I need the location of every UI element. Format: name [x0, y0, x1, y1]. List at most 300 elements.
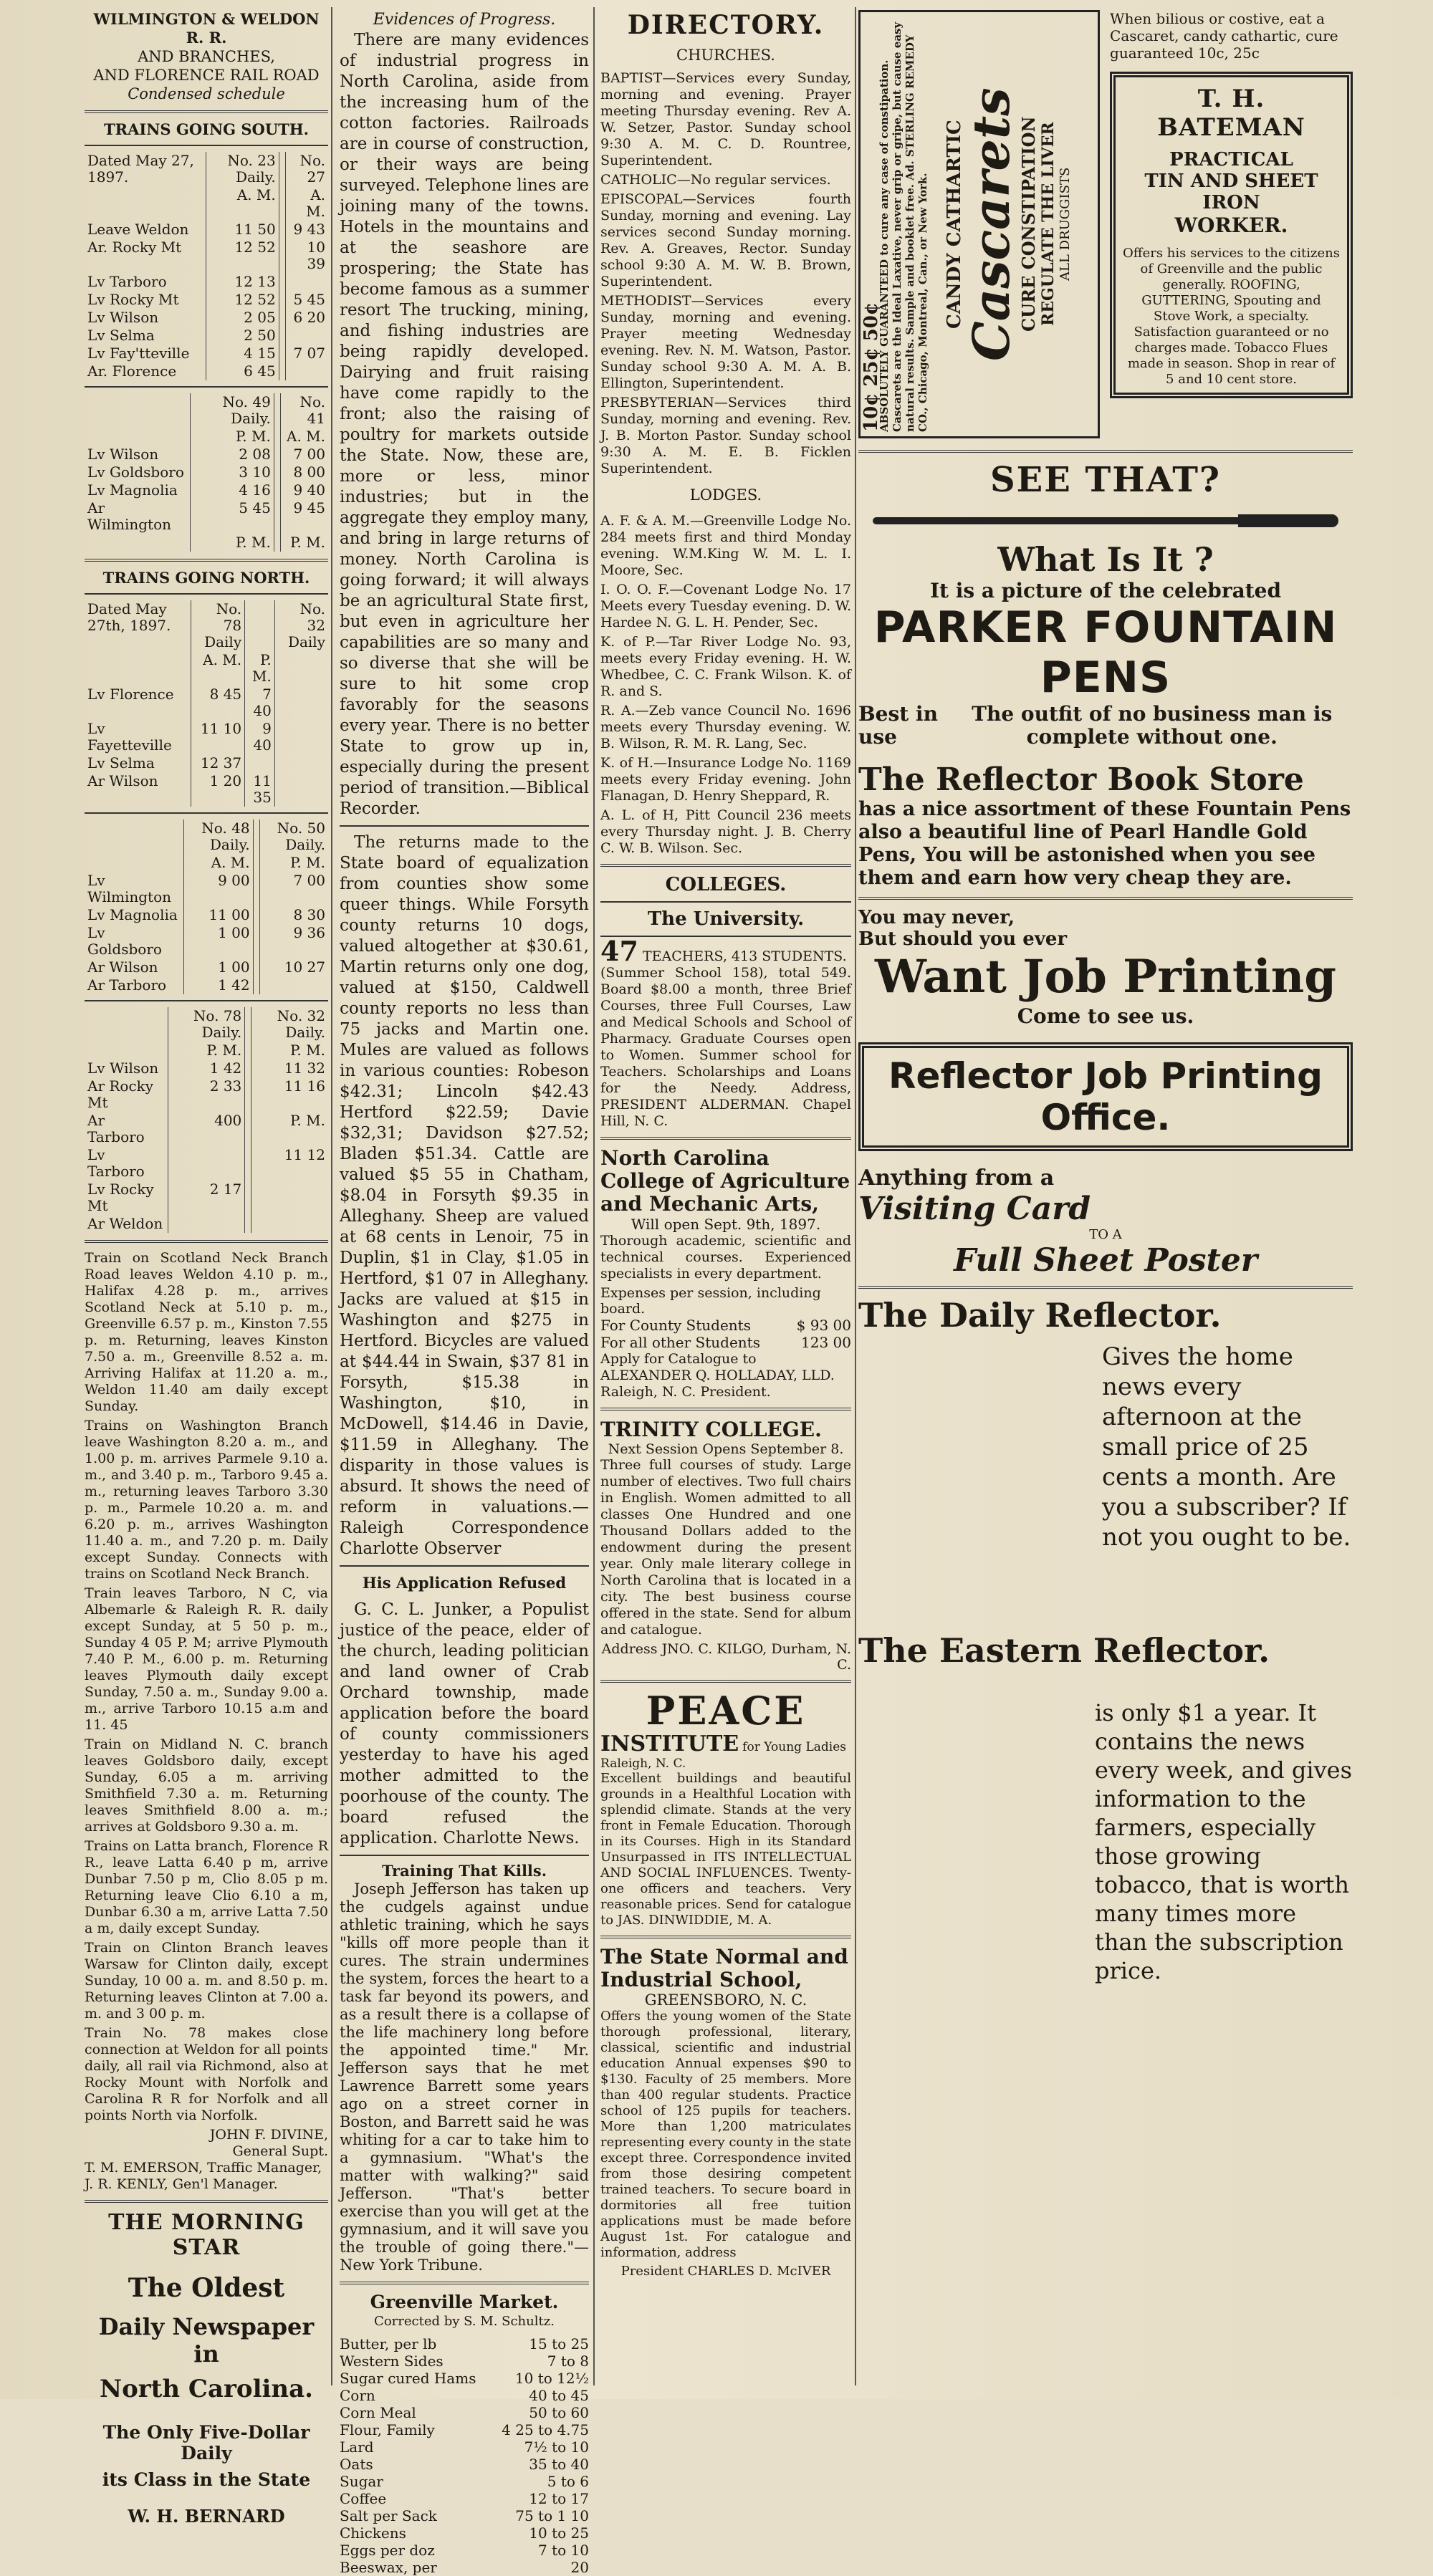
timetable-row — [85, 499, 328, 534]
fee-value: $ 93 00 — [796, 1317, 851, 1334]
time-cell: 1 42 — [168, 1059, 245, 1077]
timetable-row — [85, 362, 328, 380]
fountain-pen-icon — [873, 506, 1338, 534]
station-cell: Ar Wilson — [87, 772, 158, 789]
time-cell — [245, 1077, 251, 1112]
time-cell: A. M. — [285, 186, 328, 221]
divider — [340, 1855, 589, 1856]
divider — [340, 825, 589, 827]
timetable-row — [85, 1059, 328, 1077]
nc-body: Thorough academic, scientific and technical courses. Experienced specialists in every department. — [600, 1233, 851, 1282]
see-that-heading: SEE THAT? — [989, 460, 1222, 500]
market-title: Greenville Market. — [370, 2292, 559, 2312]
market-price: 7½ to 10 — [524, 2438, 589, 2456]
lodges-heading: LODGES. — [689, 486, 762, 504]
time-cell: No. 50 Daily. — [259, 820, 328, 854]
timetable-row — [85, 309, 328, 327]
note: Train on Midland N. C. branch leaves Goldsboro daily, except Sunday, 6.05 a m. arriving Smithfield 7.30 a. m. Returning leaves Smithfield 8.00 a. m.; arrives at Goldsboro 9.30 a. m. — [85, 1736, 328, 1835]
time-cell — [279, 309, 285, 327]
teachers-count: 47 — [600, 935, 638, 967]
time-cell — [274, 499, 280, 534]
timetable-row — [85, 720, 328, 754]
timetable-row — [85, 976, 328, 994]
to-a: TO A — [1089, 1227, 1122, 1242]
top-ads — [858, 10, 1353, 438]
cascarets-guarantee-text: ABSOLUTELY GUARANTEED to cure any case of constipation. Cascarets are the Ideal Laxative, never grip or gripe, but cause easy natural results. Sample and booklet free. Ad. STERLING REMEDY CO., Chicago, Montreal, Can., or New York. — [878, 21, 929, 432]
time-cell: 9 40 — [245, 720, 275, 754]
column-rule — [855, 7, 856, 2385]
fee-label: For County Students — [600, 1317, 751, 1334]
market-subtitle: Corrected by S. M. Schultz. — [374, 2314, 555, 2329]
timetable-row — [85, 754, 328, 772]
time-cell: 11 10 — [191, 720, 244, 754]
divider — [85, 559, 328, 562]
bateman-ad — [1110, 72, 1353, 398]
time-cell: 12 52 — [206, 291, 279, 309]
trinity-title: TRINITY COLLEGE. — [600, 1418, 822, 1441]
timetable-row — [85, 1181, 328, 1215]
time-cell: 7 00 — [259, 872, 328, 906]
divider — [85, 110, 328, 113]
note: Train No. 78 makes close connection at Weldon for all points daily, all rail via Richmond, also at Rocky Mount with Norfolk and Carolina R R for Norfolk and all points North via Norfolk. — [85, 2025, 328, 2123]
time-cell: 2 05 — [206, 309, 279, 327]
ad-line: Daily Newspaper in — [98, 2313, 315, 2368]
rr-sub: Condensed schedule — [128, 85, 285, 102]
market-row — [340, 2542, 589, 2559]
lodge-entry: I. O. O. F.—Covenant Lodge No. 17 Meets every Tuesday evening. D. W. Hardee N. G. L. H. Pender, Sec. — [600, 582, 851, 630]
right-top — [1110, 10, 1353, 438]
timetable-row — [85, 152, 328, 186]
divider — [858, 450, 1353, 453]
bateman-line: WORKER. — [1174, 213, 1288, 237]
station-cell: Lv Wilmington — [87, 872, 172, 905]
station-cell: Lv Wilson — [87, 1059, 159, 1077]
time-cell — [279, 152, 285, 186]
divider — [85, 1000, 328, 1001]
timetable-north-2 — [85, 820, 328, 994]
peace-title: PEACE — [646, 1688, 806, 1734]
divider — [85, 812, 328, 814]
full-sheet-poster: Full Sheet Poster — [953, 1242, 1258, 1279]
time-cell — [274, 720, 328, 754]
ad-line: The Oldest — [128, 2273, 285, 2303]
time-cell — [168, 1146, 245, 1181]
market-item: Flour, Family — [340, 2421, 435, 2438]
university-ad — [600, 935, 851, 1130]
time-cell: P. M. — [280, 534, 328, 552]
station-cell: Lv Magnolia — [87, 906, 178, 923]
time-cell: 1 00 — [184, 958, 253, 976]
timetable-row — [85, 872, 328, 906]
market-price: 12 to 17 — [529, 2490, 589, 2507]
ad-line: North Carolina. — [99, 2375, 314, 2403]
lodge-entry: A. F. & A. M.—Greenville Lodge No. 284 meets first and third Monday evening. W.M.King W. M. L. I. Moore, Sec. — [600, 513, 851, 578]
time-cell — [279, 327, 285, 345]
market-price: 7 to 10 — [538, 2542, 589, 2559]
timetable-row — [85, 428, 328, 446]
market-row — [340, 2370, 589, 2387]
nc-college-title: North Carolina College of Agriculture and Mechanic Arts, — [600, 1146, 850, 1216]
timetable-row — [85, 906, 328, 924]
time-cell: 11 12 — [251, 1146, 328, 1181]
timetable-row — [85, 221, 328, 239]
timetable-north-3 — [85, 1007, 328, 1233]
time-cell: No. 78 Daily — [191, 600, 244, 651]
divider — [600, 864, 851, 867]
peace-ad — [600, 1731, 851, 1928]
morning-star-title: THE MORNING STAR — [108, 2210, 305, 2260]
time-cell: 7 40 — [245, 686, 275, 720]
trinity-open: Next Session Opens September 8. — [608, 1441, 844, 1457]
time-cell — [279, 291, 285, 309]
nc-fee-row — [600, 1334, 851, 1351]
nc-open: Will open Sept. 9th, 1897. — [631, 1216, 821, 1233]
eastern-reflector-body: is only $1 a year. It contains the news every week, and gives information to the farmers, especially those growing tobacco, that is worth many times more than the subscription price. — [1095, 1699, 1352, 1984]
time-cell: 5 45 — [190, 499, 274, 534]
time-cell: 1 20 — [191, 772, 244, 807]
book-store-title: The Reflector Book Store — [858, 761, 1304, 798]
time-cell: 7 07 — [285, 345, 328, 362]
time-cell: 1 00 — [184, 924, 253, 958]
time-cell: No. 27 — [285, 152, 328, 186]
bateman-name: T. H. BATEMAN — [1157, 85, 1305, 142]
time-cell: No. 41 — [280, 393, 328, 428]
market-price: 5 to 6 — [547, 2473, 589, 2490]
bateman-line: TIN AND SHEET IRON — [1144, 170, 1318, 213]
directory-title: DIRECTORY. — [627, 10, 825, 40]
ad-line: The Only Five-Dollar Daily — [102, 2422, 310, 2464]
rr-sub: AND FLORENCE RAIL ROAD — [93, 67, 320, 84]
column-rule — [331, 7, 332, 2385]
morning-star-ad — [85, 2210, 328, 2527]
time-cell: 9 45 — [280, 499, 328, 534]
parker-pens: PARKER FOUNTAIN PENS — [873, 602, 1338, 703]
church-entry: BAPTIST—Services every Sunday, morning and evening. Prayer meeting Thursday evening. Rev A. W. Setzer, Pastor. Sunday school 9:30 A. M. C. D. Rountree, Superintendent. — [600, 70, 851, 168]
market-price: 35 to 40 — [529, 2456, 589, 2473]
time-cell — [253, 854, 259, 872]
picture-of: It is a picture of the celebrated — [929, 579, 1282, 602]
station-cell — [85, 534, 190, 552]
time-cell — [245, 1181, 251, 1215]
timetable-row — [85, 463, 328, 481]
market-row — [340, 2387, 589, 2404]
time-cell — [259, 976, 328, 994]
timetable-row — [85, 1146, 328, 1181]
fee-value: 123 00 — [801, 1334, 851, 1351]
station-cell: Dated May 27, 1897. — [87, 152, 194, 186]
time-cell: 5 45 — [285, 291, 328, 309]
timetable-row — [85, 820, 328, 854]
time-cell: 8 30 — [259, 906, 328, 924]
trains-south-heading: TRAINS GOING SOUTH. — [104, 120, 309, 138]
normal-school-president: President CHARLES D. McIVER — [620, 2264, 831, 2279]
market-price: 7 to 8 — [547, 2352, 589, 2370]
trinity-address: Address JNO. C. KILGO, Durham, N. C. — [601, 1641, 851, 1673]
time-cell — [253, 958, 259, 976]
market-item: Corn Meal — [340, 2404, 416, 2421]
time-cell: A. M. — [280, 428, 328, 446]
time-cell: 10 27 — [259, 958, 328, 976]
time-cell: 1 42 — [184, 976, 253, 994]
time-cell: A. M. — [184, 854, 253, 872]
train-notes — [85, 1250, 328, 2193]
time-cell: 9 36 — [259, 924, 328, 958]
timetable-row — [85, 1112, 328, 1146]
market-row — [340, 2438, 589, 2456]
time-cell: 11 50 — [206, 221, 279, 239]
market-item: Oats — [340, 2456, 373, 2473]
time-cell — [285, 273, 328, 291]
divider — [600, 1936, 851, 1938]
market-row — [340, 2421, 589, 2438]
station-cell: Lv Selma — [87, 754, 155, 772]
churches-heading: CHURCHES. — [676, 47, 775, 64]
time-cell: A. M. — [206, 186, 279, 221]
timetable-row — [85, 854, 328, 872]
station-cell: Lv Fay'tteville — [87, 345, 190, 362]
time-cell — [251, 1181, 328, 1215]
timetable-south-1 — [85, 152, 328, 380]
time-cell: 11 32 — [251, 1059, 328, 1077]
outfit-text: The outfit of no business man is complete without one. — [972, 702, 1333, 749]
station-cell: Ar. Florence — [87, 362, 177, 380]
time-cell: No. 49 Daily. — [190, 393, 274, 428]
time-cell — [253, 976, 259, 994]
fee-label: For all other Students — [600, 1334, 760, 1351]
peace-institute: INSTITUTE — [600, 1731, 739, 1756]
time-cell: P. M. — [259, 854, 328, 872]
divider — [858, 897, 1353, 900]
time-cell: No. 78 Daily. — [168, 1007, 245, 1042]
cascarets-druggists: ALL DRUGGISTS — [1058, 167, 1073, 282]
time-cell: No. 48 Daily. — [184, 820, 253, 854]
time-cell — [245, 1215, 251, 1233]
outfit-row — [858, 703, 1353, 749]
column-ads — [858, 10, 1353, 2388]
market-item: Sugar — [340, 2473, 383, 2490]
station-cell: Ar Wilmington — [87, 499, 172, 533]
time-cell — [285, 362, 328, 380]
market-row — [340, 2559, 589, 2576]
article-body: The returns made to the State board of equalization from counties show some queer things. While Forsyth county returns 10 dogs, valued altogether at $30.61, Martin returns only one dog, valued at $150, Caldwell county reports no less than 75 jacks and Martin one. Mules are valued as follows in various counties: Robeson $42.31; Lincoln $42.43 Hertford $22.59; Davie $32,31; Davidson $27.52; Bladen $51.34. Cattle are valued $5 55 in Chatham, $8.04 in Forsyth $9.35 in Alleghany. Sheep are valued at 68 cents in Lenoir, 75 in Duplin, $1 in Clay, $1.05 in Hertford, $1 07 in Alleghany. Jacks are valued at $15 in Washington and $275 in Hertford. Bicycles are valued at $44.44 in Swain, $37 81 in Forsyth, $15.38 in Washington, $10, in McDowell, $14.46 in Davie, $11.59 in Alleghany. The disparity in those values is absurd. It shows the need of reform in valuations.—Raleigh Correspondence Charlotte Observer — [340, 833, 589, 1558]
station-cell — [85, 820, 184, 854]
university-title: The University. — [647, 908, 805, 930]
time-cell: 6 45 — [206, 362, 279, 380]
market-price: 15 to 25 — [529, 2335, 589, 2352]
railroad-header — [85, 10, 328, 103]
timetable-row — [85, 186, 328, 221]
time-cell — [253, 906, 259, 924]
station-cell: Lv Goldsboro — [87, 924, 162, 958]
timetable-row — [85, 1215, 328, 1233]
lodge-entry: K. of H.—Insurance Lodge No. 1169 meets every Friday evening. John Flanagan, D. Henry Sheppard, R. — [600, 755, 851, 804]
article-headline: Training That Kills. — [381, 1862, 547, 1880]
timetable-row — [85, 600, 328, 651]
time-cell: 3 10 — [190, 463, 274, 481]
station-cell: Ar Rocky Mt — [87, 1077, 154, 1111]
station-cell: Ar Tarboro — [87, 976, 167, 994]
column-rule — [593, 7, 595, 2385]
time-cell: No. 32 Daily. — [251, 1007, 328, 1042]
rr-sub: AND BRANCHES, — [138, 48, 275, 65]
time-cell: 10 39 — [285, 239, 328, 273]
colleges-heading: COLLEGES. — [665, 874, 787, 895]
timetable-row — [85, 481, 328, 499]
market-item: Chickens — [340, 2524, 406, 2542]
signature: JOHN F. DIVINE, — [209, 2127, 328, 2143]
timetable-row — [85, 393, 328, 428]
timetable-row — [85, 686, 328, 720]
note: Train on Scotland Neck Branch Road leaves Weldon 4.10 p. m., Halifax 4.28 p. m., arrives Scotland Neck at 5.10 p. m., Greenville 6.57 p. m., Kinston 7.55 p. m. Returning, leaves Kinston 7.50 a. m., Greenville 8.52 a. m. Arriving Halifax at 11.20 a. m., Weldon 11.40 am daily except Sunday. — [85, 1250, 328, 1414]
article-body: Joseph Jefferson has taken up the cudgels against undue athletic training, which he says "kills off more people than it cures. The strain undermines the system, forces the heart to a task far beyond its powers, and as a result there is a collapse of the life machinery long before the appointed time." Mr. Jefferson says that he met Lawrence Barrett some years ago on a street corner in Boston, and Barrett said he was whiting for a car to take him to a gymnasium. "What's the matter with walking?" said Jefferson. "That's better exercise than you will get at the gymnasium, and it will save you the trouble of going there."—New York Tribune. — [340, 1880, 589, 2274]
time-cell: 11 35 — [245, 772, 275, 807]
time-cell: 8 45 — [191, 686, 244, 720]
station-cell — [85, 1042, 168, 1059]
time-cell — [245, 1112, 251, 1146]
bateman-line: PRACTICAL — [1169, 149, 1293, 170]
daily-reflector-title: The Daily Reflector. — [858, 1296, 1222, 1335]
station-cell: Ar Wilson — [87, 958, 158, 976]
lodge-entry: A. L. of H, Pitt Council 236 meets every Thursday night. J. B. Cherry C. W. B. Wilson. Sec. — [600, 807, 851, 856]
trains-north-heading: TRAINS GOING NORTH. — [102, 569, 310, 587]
station-cell — [85, 428, 190, 446]
university-line: TEACHERS, 413 STUDENTS. — [642, 948, 847, 964]
time-cell — [251, 1215, 328, 1233]
divider — [340, 2282, 589, 2284]
time-cell: 6 20 — [285, 309, 328, 327]
timetable-row — [85, 1077, 328, 1112]
timetable-row — [85, 534, 328, 552]
time-cell — [245, 754, 275, 772]
time-cell — [245, 1042, 251, 1059]
station-cell — [85, 186, 206, 221]
time-cell — [253, 820, 259, 854]
station-cell: Lv Tarboro — [87, 1146, 145, 1180]
market-price: 40 to 45 — [529, 2387, 589, 2404]
university-body: (Summer School 158), total 549. Board $8.00 a month, three Brief Courses, three Full Courses, Law and Medical Schools and School of Pharmacy. Graduate Courses open to Women. Summer school for Teachers. Scholarships and Loans for the Needy. Address, PRESIDENT ALDERMAN. Chapel Hill, N. C. — [600, 965, 851, 1129]
cascarets-ad — [858, 10, 1100, 438]
station-cell: Lv Fayetteville — [87, 720, 172, 754]
station-cell: Lv Wilson — [87, 446, 159, 463]
churches-list — [600, 70, 851, 477]
article-headline: Evidences of Progress. — [373, 11, 556, 29]
time-cell — [253, 924, 259, 958]
signature: J. R. KENLY, Gen'l Manager. — [85, 2176, 278, 2192]
market-row — [340, 2524, 589, 2542]
time-cell — [279, 273, 285, 291]
nc-expenses: Expenses per session, including board. — [600, 1285, 821, 1317]
divider — [85, 1240, 328, 1243]
timetable-row — [85, 1007, 328, 1042]
note: Train leaves Tarboro, N C, via Albemarle & Raleigh R. R. daily except Sunday, at 5 50 p. m., Sunday 4 05 P. M; arrive Plymouth 7.40 P. M., 6.00 p. m. Returning leaves Plymouth daily except Sunday, 7.50 a. m., Sunday 9.00 a. m., arrive Tarboro 10.15 a.m and 11. 45 — [85, 1585, 328, 1733]
time-cell: P. M. — [251, 1042, 328, 1059]
cascarets-prices: 10¢ 25¢ 50¢ — [861, 302, 882, 432]
signature: General Supt. — [232, 2143, 328, 2159]
divider — [85, 145, 328, 146]
bilious-note: When bilious or costive, eat a Cascaret, candy cathartic, cure guaranteed 10c, 25c — [1110, 10, 1338, 62]
cascarets-cure: CURE CONSTIPATION — [1018, 116, 1039, 332]
signature: T. M. EMERSON, Traffic Manager, — [85, 2160, 322, 2176]
time-cell — [279, 186, 285, 221]
time-cell: 11 00 — [184, 906, 253, 924]
note: Trains on Latta branch, Florence R R., leave Latta 6.40 p m, arrive Dunbar 7.50 p m, Clio 8.05 p m. Returning leave Clio 6.10 a m, Dunbar 6.30 a m, arrive Latta 7.50 a m, daily except Sunday. — [85, 1838, 328, 1936]
best-in-use: Best in use — [858, 702, 938, 749]
station-cell: Lv Rocky Mt — [87, 291, 179, 308]
station-cell — [85, 393, 190, 428]
divider — [600, 1408, 851, 1410]
time-cell — [279, 362, 285, 380]
time-cell: No. 32 Daily — [274, 600, 328, 651]
market-row — [340, 2335, 589, 2352]
note: Trains on Washington Branch leave Washington 8.20 a. m., and 1.00 p. m. arrives Parmele 9.10 a. m., and 3.40 p. m., Tarboro 9.45 a. m., returning leaves Tarboro 3.30 p. m., Parmele 10.20 a. m. and 6.20 p. m., arrives Washington 11.40 a. m., and 7.20 p. m. Daily except Sunday. Connects with trains on Scotland Neck Branch. — [85, 1418, 328, 1582]
time-cell — [285, 327, 328, 345]
station-cell: Lv Goldsboro — [87, 463, 184, 481]
station-cell: Lv Magnolia — [87, 481, 178, 499]
daily-reflector-body: Gives the home news every afternoon at the small price of 25 cents a month. Are you a subscriber? If not you ought to be. — [1102, 1342, 1351, 1552]
market-item: Western Sides — [340, 2352, 444, 2370]
nc-fee-row — [600, 1317, 851, 1334]
station-cell: Lv Florence — [87, 686, 174, 703]
time-cell — [279, 221, 285, 239]
time-cell: 4 16 — [190, 481, 274, 499]
time-cell — [274, 686, 328, 720]
bateman-body: Offers his services to the citizens of Greenville and the public generally. ROOFING, GUTTERING, Spouting and Stove Work, a specialty. Satisfaction guaranteed or no charges made. Tobacco Flues made in season. Shop in rear of 5 and 10 cent store. — [1123, 246, 1340, 387]
market-price: 4 25 to 4.75 — [502, 2421, 589, 2438]
church-entry: PRESBYTERIAN—Services third Sunday, morning and evening. Rev. J. B. Morton Pastor. Sunday school 9:30 A. M. E. B. Ficklen Superintendent. — [600, 395, 851, 476]
timetable-south-2 — [85, 393, 328, 552]
time-cell — [274, 463, 280, 481]
market-row — [340, 2456, 589, 2473]
normal-school-city: GREENSBORO, N. C. — [644, 1991, 807, 2009]
time-cell — [168, 1215, 245, 1233]
ad-line: W. H. BERNARD — [128, 2506, 285, 2527]
station-cell: Dated May 27th, 1897. — [87, 600, 171, 634]
divider — [858, 1286, 1353, 1289]
market-item: Lard — [340, 2438, 374, 2456]
but-should: But should you ever — [858, 928, 1068, 950]
timetable-row — [85, 239, 328, 273]
divider — [340, 1565, 589, 1567]
time-cell: 2 33 — [168, 1077, 245, 1112]
cascarets-guarantee — [861, 16, 944, 432]
time-cell — [274, 393, 280, 428]
column-news — [340, 10, 589, 2576]
time-cell: 12 52 — [206, 239, 279, 273]
time-cell: P. M. — [190, 534, 274, 552]
cascarets-candy-cathartic: CANDY CATHARTIC — [944, 120, 965, 329]
divider — [85, 386, 328, 388]
station-cell: Ar. Rocky Mt — [87, 239, 182, 256]
church-entry: CATHOLIC—No regular services. — [600, 172, 831, 188]
time-cell: 400 — [168, 1112, 245, 1146]
station-cell: Lv Rocky Mt — [87, 1181, 154, 1214]
visiting-card: Visiting Card — [858, 1191, 1091, 1227]
divider — [85, 2200, 328, 2203]
station-cell: Leave Weldon — [87, 221, 189, 238]
note: Train on Clinton Branch leaves Warsaw for Clinton daily, except Sunday, 10 00 a. m. and 8.50 p. m. Returning leaves Clinton at 7.00 a. m. and 3 00 p. m. — [85, 1940, 328, 2022]
divider — [600, 1137, 851, 1140]
peace-body: Excellent buildings and beautiful grounds in a Healthful Location with splendid climate. Stands at the very front in Female Education. Thorough in its Courses. High in its Standard Unsurpassed in ITS INTELLECTUAL AND SOCIAL INFLUENCES. Twenty-one officers and teachers. Very reasonable prices. Send for catalogue to JAS. DINWIDDIE, M. A. — [600, 1771, 851, 1928]
station-cell: Lv Wilson — [87, 309, 159, 326]
article-headline: His Application Refused — [362, 1574, 567, 1592]
rr-title: WILMINGTON & WELDON R. R. — [93, 10, 320, 47]
market-item: Eggs per doz — [340, 2542, 435, 2559]
time-cell: P. M. — [245, 651, 275, 686]
time-cell — [279, 239, 285, 273]
time-cell: 7 00 — [280, 446, 328, 463]
divider — [600, 1680, 851, 1683]
market-price: 75 to 1 10 — [515, 2507, 589, 2524]
